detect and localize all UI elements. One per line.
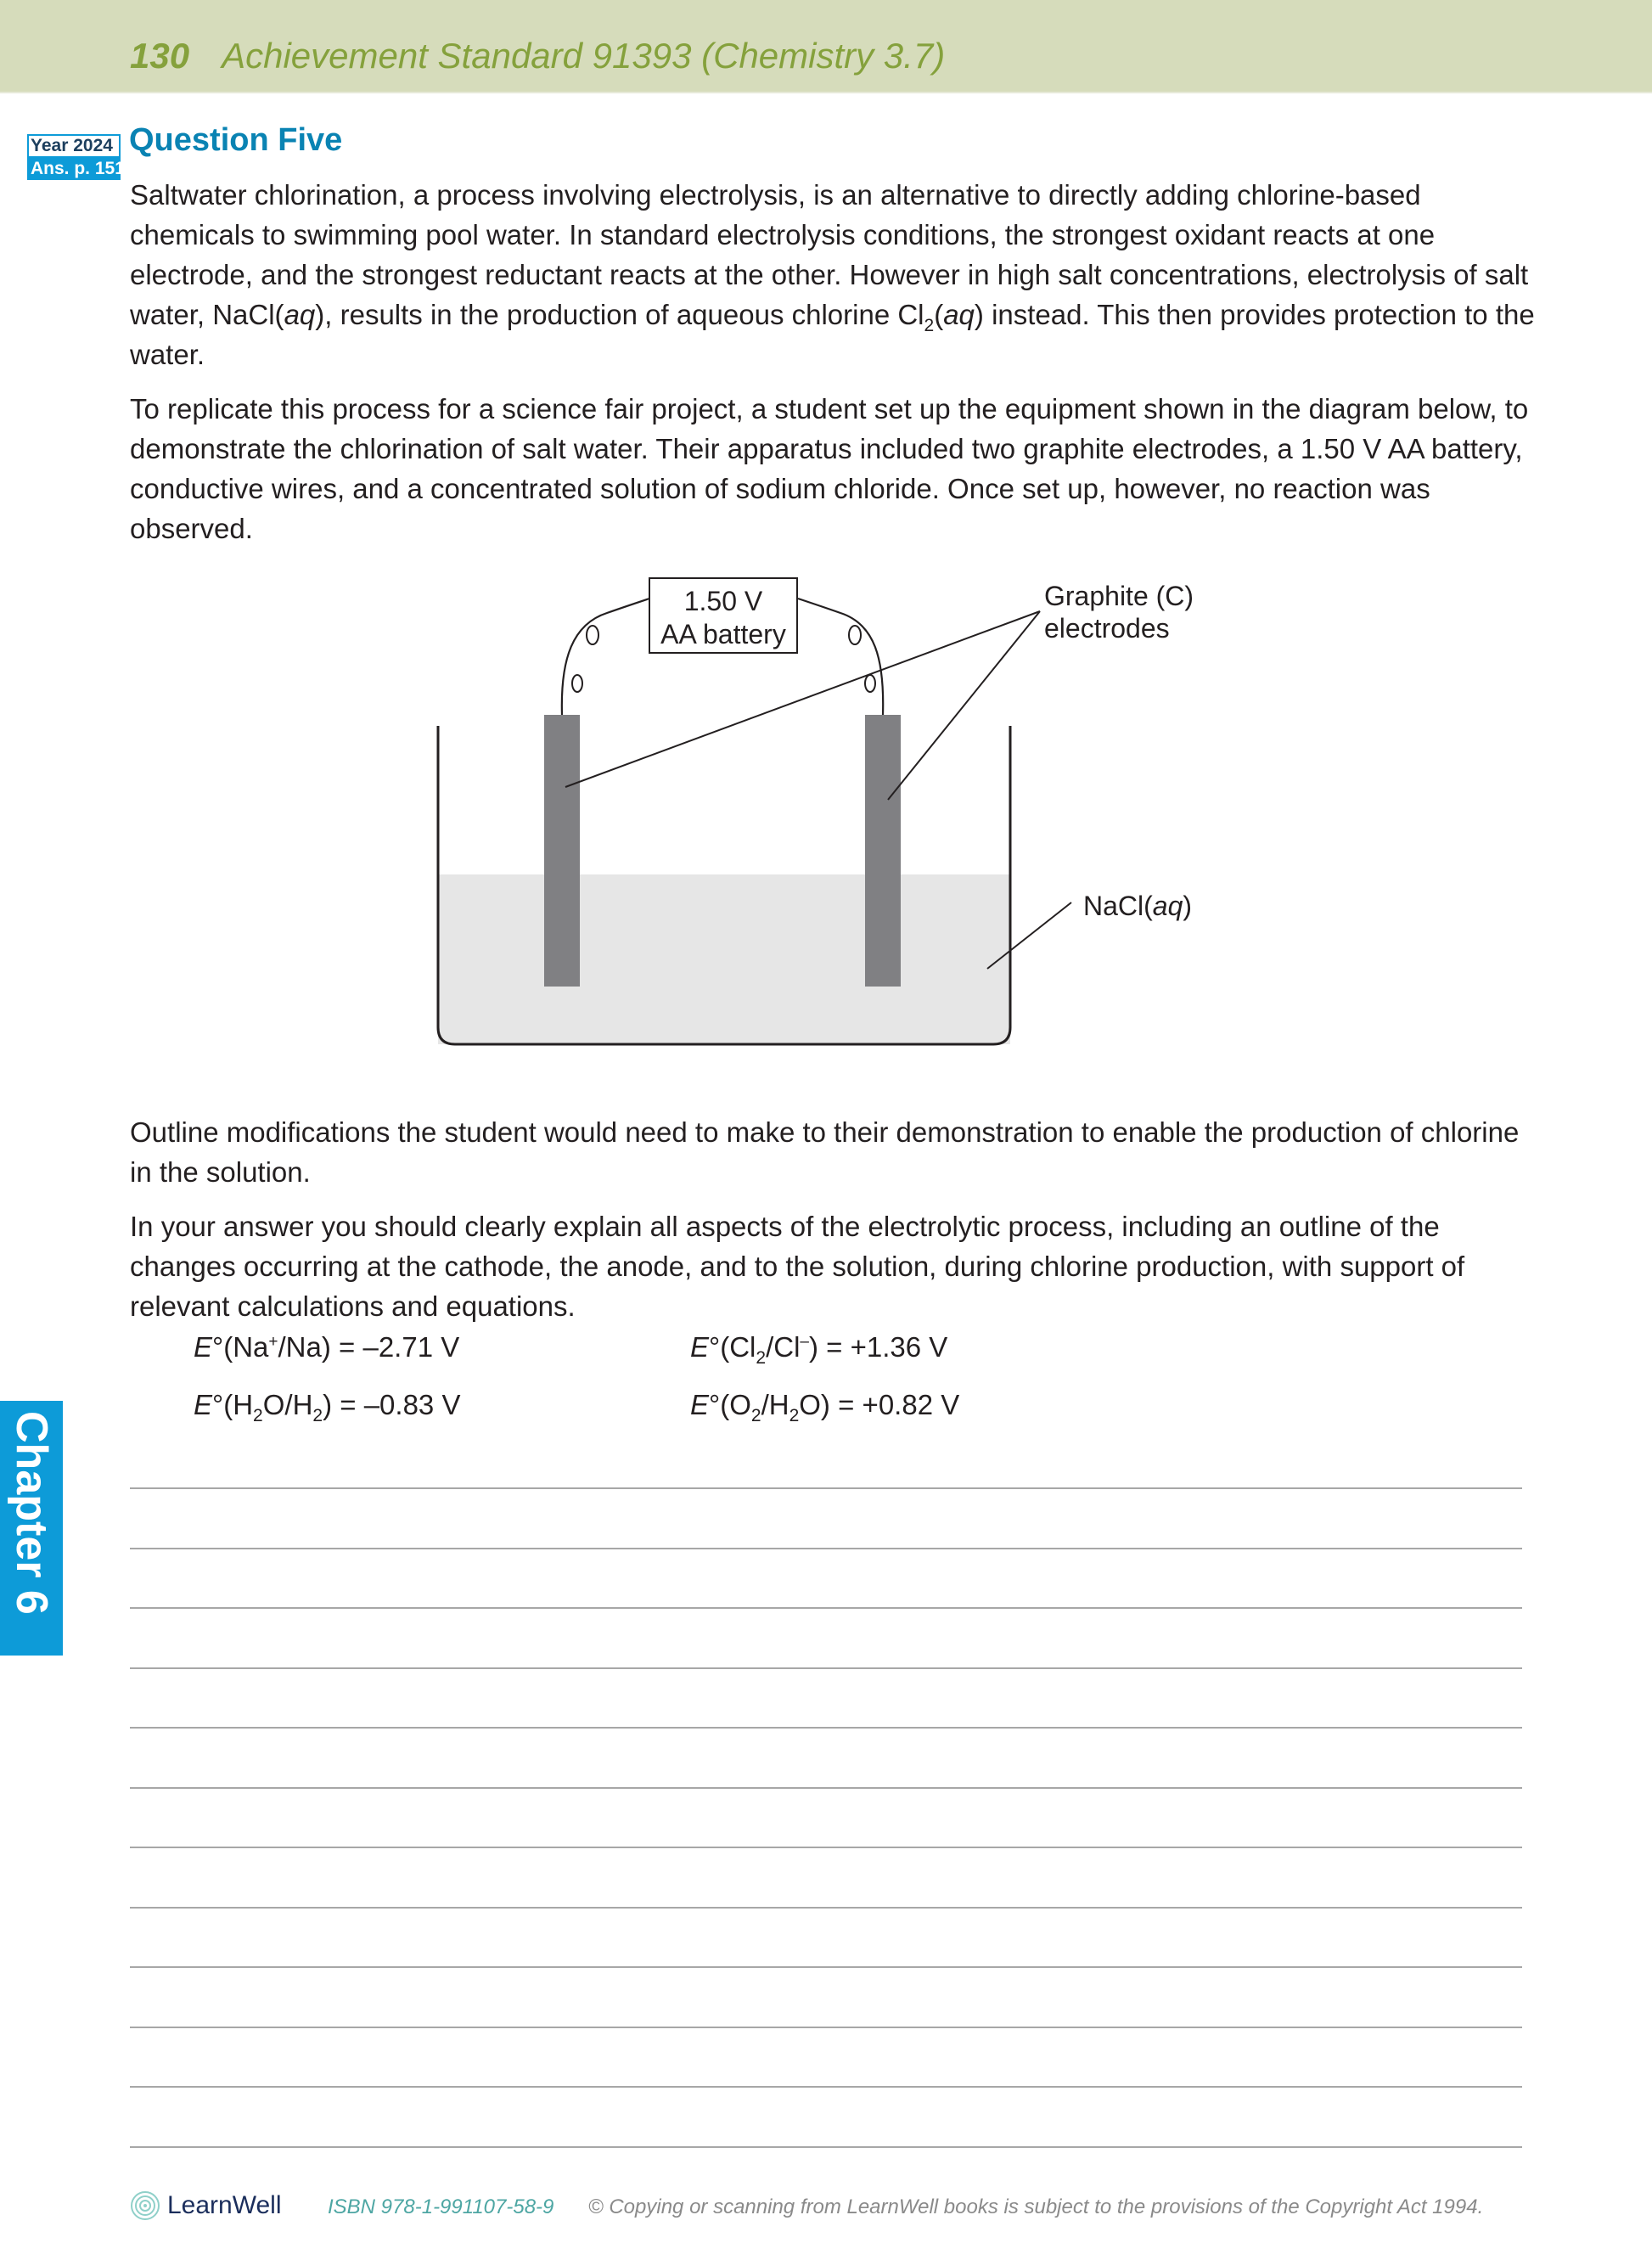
learnwell-logo [130, 2190, 282, 2221]
potential-na: E°(Na+/Na) = –2.71 V [194, 1331, 460, 1363]
year-label: Year 2024 [27, 134, 121, 158]
right-electrode [865, 715, 901, 987]
battery-voltage-label: 1.50 V [683, 586, 763, 616]
wire-loop [587, 626, 598, 644]
answer-line[interactable] [130, 1966, 1522, 1968]
answer-line[interactable] [130, 1847, 1522, 1848]
standard-potentials [194, 1331, 1212, 1433]
answer-line[interactable] [130, 1787, 1522, 1789]
copyright-notice: © Copying or scanning from LearnWell books is subject to the provisions of the Copyright Act 1994. [588, 2195, 1484, 2218]
question-title: Question Five [129, 122, 343, 158]
potential-cl: $E^\circ(Cl_2/Cl^-) = +1.36$ V [690, 1331, 948, 1368]
answer-line[interactable] [130, 1907, 1522, 1909]
answer-line[interactable] [130, 1548, 1522, 1549]
potential-h2o-h2: $E^\circ(H_2O/H_2) = -0.83$ V [194, 1389, 461, 1425]
running-header [130, 36, 945, 76]
header-title: Achievement Standard 91393 (Chemistry 3.7) [222, 36, 946, 76]
page-number: 130 [130, 36, 190, 76]
answer-line[interactable] [130, 1667, 1522, 1669]
setup-paragraph: To replicate this process for a science fair project, a student set up the equipment shown in the diagram below, to demonstrate the chlorination of salt water. Their apparatus included two graphite electrodes, a 1.50 V AA battery, conductive wires, and a concentrated solution of sodium chloride. Once set up, however, no reaction was observed. [130, 393, 1529, 544]
left-wire [562, 599, 649, 715]
electrodes-label-line2: electrodes [1044, 613, 1170, 644]
left-electrode [544, 715, 580, 987]
header-band [0, 0, 1652, 93]
chapter-tab[interactable] [0, 1401, 63, 1656]
battery-type-label: AA battery [660, 619, 786, 649]
solution-label: NaCl(aq) [1083, 891, 1193, 921]
answer-line[interactable] [130, 2146, 1522, 2148]
answer-page-link[interactable]: Ans. p. 151 [27, 158, 121, 180]
electrodes-label-line1: Graphite (C) [1044, 581, 1194, 611]
spiral-icon [130, 2190, 160, 2221]
answer-line[interactable] [130, 1487, 1522, 1489]
chapter-tab-label: Chapter 6 [7, 1411, 56, 1615]
isbn: ISBN 978-1-991107-58-9 [328, 2195, 554, 2218]
brand-name: LearnWell [167, 2191, 282, 2219]
wire-loop [849, 626, 861, 644]
year-badge [27, 134, 125, 180]
footer [130, 2190, 1539, 2224]
potential-o2-h2o: $E^\circ(O_2/H_2O) = +0.82$ V [690, 1389, 960, 1425]
wire-loop [865, 675, 875, 692]
answer-line[interactable] [130, 2086, 1522, 2088]
right-wire [798, 599, 883, 715]
nacl-solution [438, 874, 1010, 1044]
answer-line[interactable] [130, 1727, 1522, 1729]
instructions-paragraph: In your answer you should clearly explain all aspects of the electrolytic process, including an outline of the changes occurring at the cathode, the anode, and to the solution, during chlorine production, with support of relevant calculations and equations. [130, 1211, 1465, 1322]
answer-area[interactable] [130, 1487, 1522, 2206]
wire-loop [572, 675, 582, 692]
task-paragraph: Outline modifications the student would need to make to their demonstration to enable the production of chlorine in the solution. [130, 1116, 1520, 1188]
answer-line[interactable] [130, 2027, 1522, 2028]
answer-line[interactable] [130, 1607, 1522, 1609]
electrolysis-apparatus-diagram [424, 565, 1239, 1091]
intro-paragraph: Saltwater chlorination, a process involving electrolysis, is an alternative to directly adding chlorine-based chemicals to swimming pool water. In standard electrolysis conditions, the strongest oxidant reacts at one electrode, and the strongest reductant reacts at the other. However in high salt concentrations, electrolysis of salt water, NaCl(aq), results in the production of aqueous chlorine $Cl_2(aq)$ instead. This then provides protection to the water. [130, 179, 1535, 370]
